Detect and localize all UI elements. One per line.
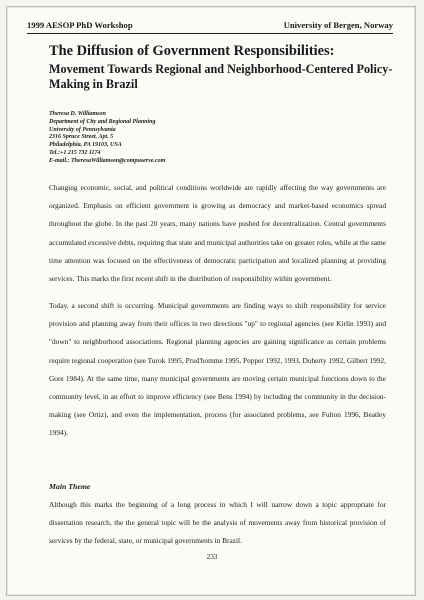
author-block [49,111,349,166]
paragraph-2: Today, a second shift is occurring. Municipal governments are finding ways to shift responsibility for service provision and planning away from their offices in two directions "up" to regional agencies (see Kirlin 1993) and "down" to neighborhood associations. Regional planning agencies are gaining significance as certain problems require regional cooperation (see Turok 1995, Prud'homme 1995, Popper 1992, 1993, Doherty 1992, Gilbert 1992, Gore 1984). At the same time, many municipal governments are moving certain municipal functions down to the community level, in an effort to improve efficiency (see Bens 1994) by including the community in the decision-making (see Ortiz), and even the implementation, process (for associated problems, see Fulton 1996, Beatley 1994). [49,301,386,438]
author-name: Theresa D. Williamson [49,111,106,117]
author-department: Department of City and Regional Planning [49,118,156,125]
header-rule [27,33,393,34]
paper-title: The Diffusion of Government Responsibilities: [49,43,335,59]
author-email: E-mail.: TheresaWilliamson@compuserve.com [49,157,166,164]
running-header [27,20,393,30]
header-right: University of Bergen, Norway [283,20,393,30]
author-tel: Tel.:+1 215 732 1174 [49,149,101,156]
author-university: University of Pennsylvania [49,126,116,133]
section-heading-main-theme: Main Theme [49,482,91,491]
paper-subtitle: Movement Towards Regional and Neighborhood-Centered Policy-Making in Brazil [49,62,393,91]
author-city: Philadelphia, PA 19103, USA [49,142,122,149]
author-street: 2316 Spruce Street, Apt. 5 [49,134,114,141]
header-left: 1999 AESOP PhD Workshop [27,20,133,30]
paragraph-1: Changing economic, social, and political conditions worldwide are rapidly affecting the way governments are organized. Emphasis on efficient government is growing as democracy and market-based economics spread throughout the globe. In the past 20 years, many nations have pushed for decentralization. Central governments accumulated excessive debts, requiring that state and municipal authorities take on greater roles, while at the same time attention was focused on the effectiveness of democratic participation and localized planning at providing services. This marks the first recent shift in the distribution of responsibility within government. [49,183,386,284]
page-number: 233 [206,553,218,561]
paragraph-3: Although this marks the beginning of a long process in which I will narrow down a topic appropriate for dissertation research, the the general topic will be the analysis of movements away from historical provision of services by the federal, state, or municipal governments in Brazil. [49,500,386,546]
